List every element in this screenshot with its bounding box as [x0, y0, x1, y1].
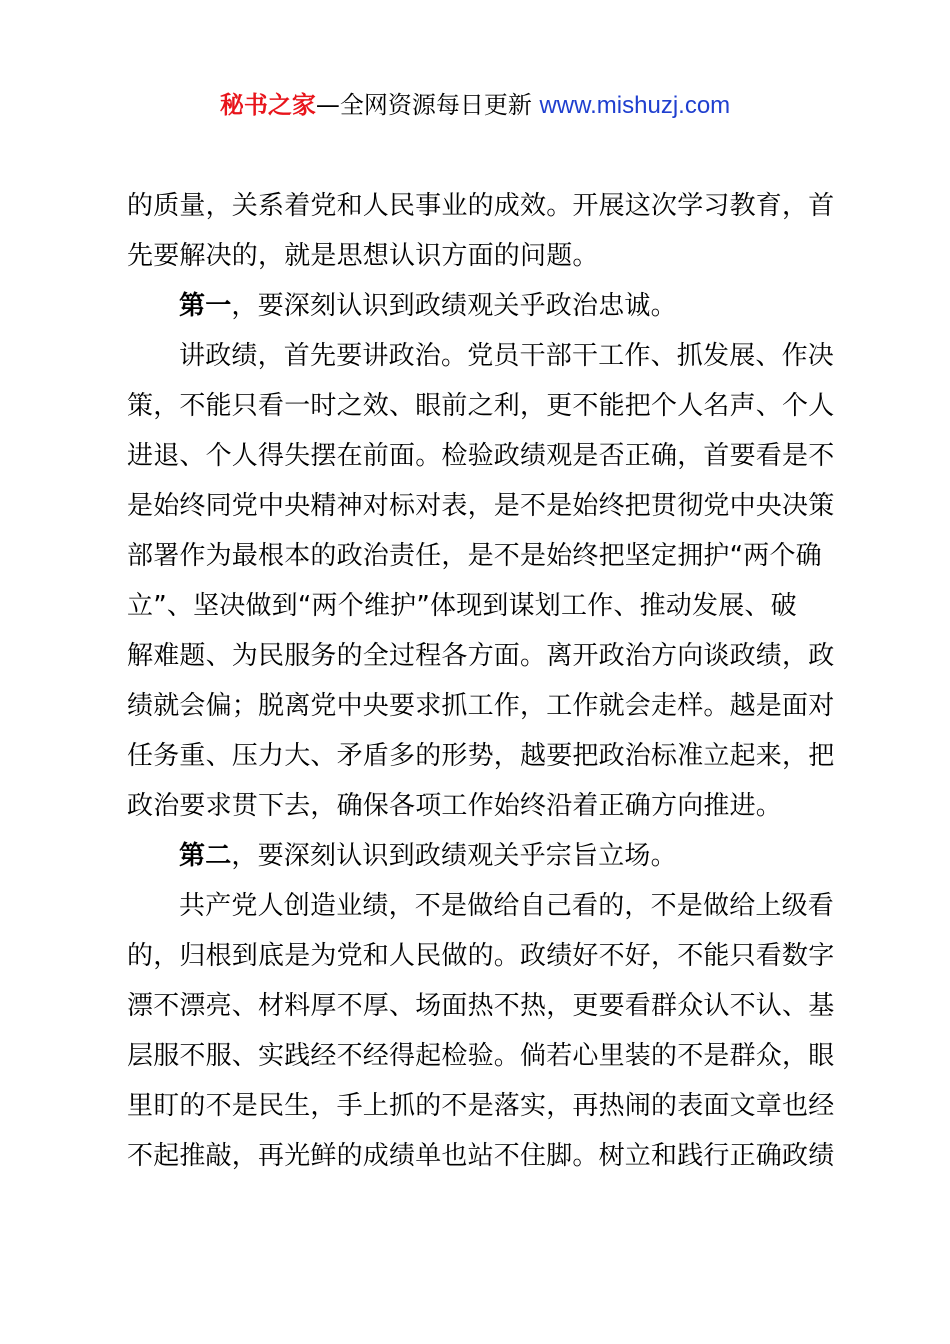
document-body: [127, 181, 835, 1181]
text-line: 漂不漂亮、材料厚不厚、场面热不热，更要看群众认不认、基: [127, 991, 835, 1021]
text-line: 讲政绩，首先要讲政治。党员干部干工作、抓发展、作决: [179, 341, 835, 371]
text-line: 策，不能只看一时之效、眼前之利，更不能把个人名声、个人: [127, 391, 835, 421]
heading-label: 第二: [179, 841, 232, 871]
text-line: 先要解决的，就是思想认识方面的问题。: [127, 241, 599, 271]
text-line: 共产党人创造业绩，不是做给自己看的，不是做给上级看: [179, 891, 835, 921]
heading-text: ，要深刻认识到政绩观关乎政治忠诚。: [231, 291, 677, 321]
text-line: 解难题、为民服务的全过程各方面。离开政治方向谈政绩，政: [127, 641, 835, 671]
text-line: 的，归根到底是为党和人民做的。政绩好不好，不能只看数字: [127, 941, 835, 971]
text-line: 不起推敲，再光鲜的成绩单也站不住脚。树立和践行正确政绩: [127, 1141, 835, 1171]
text-line: 部署作为最根本的政治责任，是不是始终把坚定拥护“两个确: [127, 541, 822, 571]
site-url[interactable]: www.mishuzj.com: [539, 92, 731, 119]
text-line: 是始终同党中央精神对标对表，是不是始终把贯彻党中央决策: [127, 491, 835, 521]
text-line: 里盯的不是民生，手上抓的不是落实，再热闹的表面文章也经: [127, 1091, 835, 1121]
heading-text: ，要深刻认识到政绩观关乎宗旨立场。: [231, 841, 677, 871]
heading-label: 第一: [179, 291, 232, 321]
text-line: 政治要求贯下去，确保各项工作始终沿着正确方向推进。: [127, 791, 783, 821]
section-heading-2: [127, 831, 831, 881]
text-line: 任务重、压力大、矛盾多的形势，越要把政治标准立起来，把: [127, 741, 835, 771]
text-line: 立”、坚决做到“两个维护”体现到谋划工作、推动发展、破: [127, 591, 797, 621]
section-heading-1: [127, 281, 831, 331]
text-line: 的质量，关系着党和人民事业的成效。开展这次学习教育，首: [127, 191, 835, 221]
text-line: 绩就会偏；脱离党中央要求抓工作，工作就会走样。越是面对: [127, 691, 835, 721]
text-line: 进退、个人得失摆在前面。检验政绩观是否正确，首要看是不: [127, 441, 835, 471]
page-header: [0, 88, 950, 123]
site-brand: 秘书之家: [219, 91, 316, 119]
text-line: 层服不服、实践经不经得起检验。倘若心里装的不是群众，眼: [127, 1041, 835, 1071]
site-tagline: —全网资源每日更新: [315, 91, 540, 119]
